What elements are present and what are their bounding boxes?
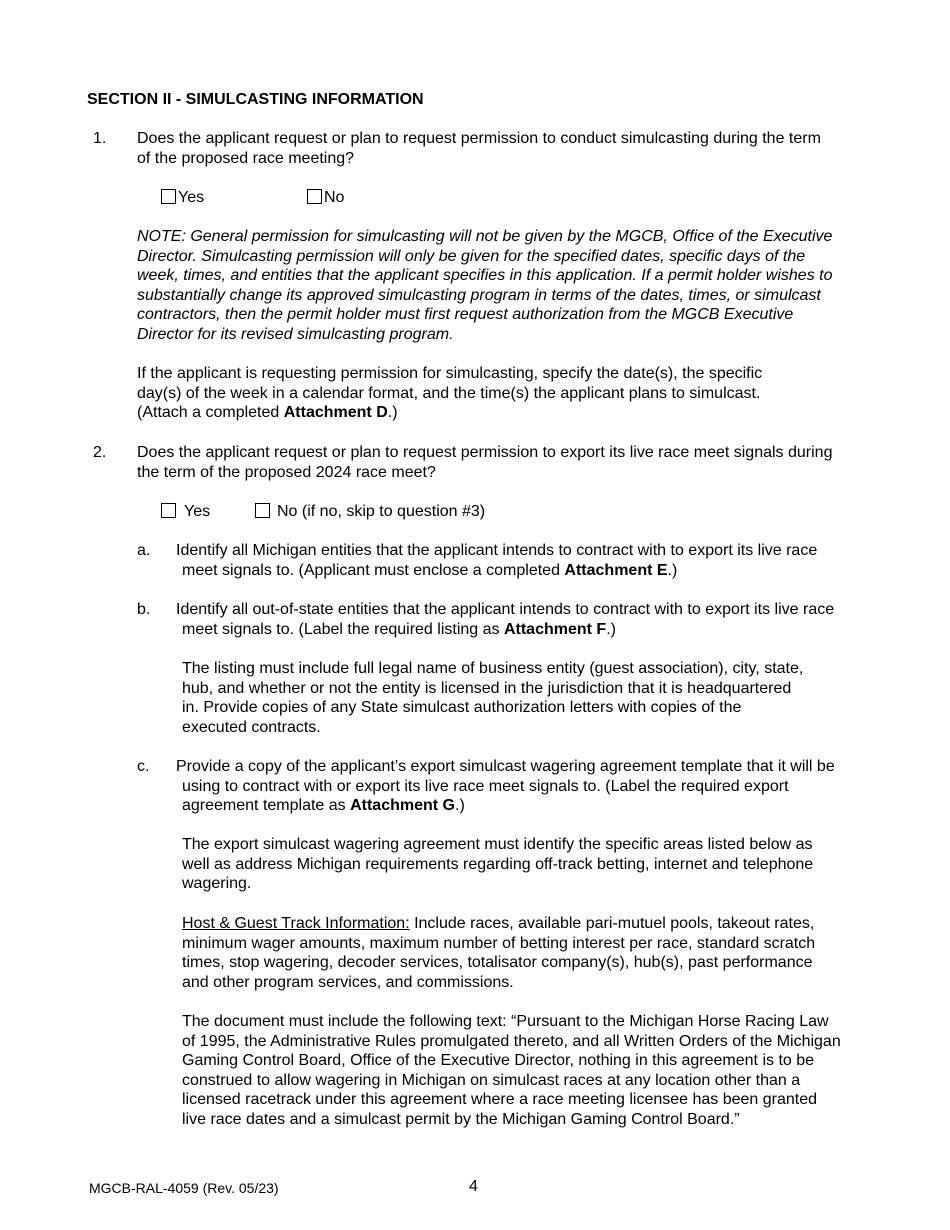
q1-instruction — [137, 364, 797, 423]
q2c-text — [176, 757, 837, 816]
section-title: SECTION II - SIMULCASTING INFORMATION — [87, 91, 424, 108]
host-guest-text: Include races, available pari-mutuel pools, takeout rates, minimum wager amounts, maximum number of betting interest per race, standard scratch times, stop wagering, decoder services, totalisator company(s), hub(s), past performance and other program services, and commissions. — [182, 915, 816, 991]
q2-number: 2. — [93, 444, 107, 461]
q2c-host-guest — [182, 914, 822, 992]
attachment-e: Attachment E — [564, 561, 668, 579]
q2c-agreement: The export simulcast wagering agreement must identify the specific areas listed below as well as address Michigan requirements regarding off-track betting, internet and telephone wagering. — [182, 836, 814, 893]
attachment-d: Attachment D — [283, 404, 388, 422]
q1-no-label: No — [324, 189, 345, 206]
q2-yes-checkbox[interactable] — [161, 503, 176, 518]
q2-no-checkbox[interactable] — [255, 503, 270, 518]
q2a-text — [176, 541, 837, 580]
q2c-letter: c. — [137, 758, 150, 775]
q1-number: 1. — [93, 130, 107, 147]
q2c-required-text: The document must include the following text: “Pursuant to the Michigan Horse Racing Law of 1995, the Administrative Rules promulgated thereto, and all Written Orders of the Michigan Gaming Control Board, Office of the Executive Director, nothing in this agreement is to be construed to allow wagering in Michigan on simulcast races at any location other than a licensed racetrack under this agreement where a race meeting licensee has been granted live race dates and a simulcast permit by the Michigan Gaming Control Board.” — [182, 1013, 841, 1128]
attachment-g: Attachment G — [350, 797, 455, 815]
q1-text: Does the applicant request or plan to request permission to conduct simulcasting during the term of the proposed race meeting? — [137, 130, 821, 167]
q2a-text-end: .) — [667, 561, 678, 579]
host-guest-label: Host & Guest Track Information: — [182, 915, 410, 932]
q2-no-label: No (if no, skip to question #3) — [277, 503, 486, 520]
q1-yes-label: Yes — [178, 189, 205, 206]
q2-yes-label: Yes — [184, 503, 211, 520]
q2b-letter: b. — [137, 601, 151, 618]
q2a-letter: a. — [137, 542, 151, 559]
q2-text: Does the applicant request or plan to request permission to export its live race meet signals during the term of the proposed 2024 race meet? — [137, 444, 833, 481]
q2c-text-main: Provide a copy of the applicant’s export simulcast wagering agreement template that it will be using to contract with or export its live race meet signals to. (Label the required export agreement template as — [176, 758, 835, 815]
q2b-listing: The listing must include full legal name of business entity (guest association), city, state, hub, and whether or not the entity is licensed in the jurisdiction that it is headquartered in. Provide copies of any State simulcast authorization letters with copies of the executed contracts. — [182, 660, 804, 736]
q2b-text-main: Identify all out-of-state entities that the applicant intends to contract with to export its live race meet signals to. (Label the required listing as — [176, 601, 835, 638]
q1-yes-checkbox[interactable] — [161, 189, 176, 204]
q1-instruction-end: .) — [387, 404, 398, 422]
q2c-text-end: .) — [455, 797, 465, 815]
q2b-text-end: .) — [606, 620, 616, 638]
page-number: 4 — [469, 1178, 478, 1195]
attachment-f: Attachment F — [503, 620, 607, 638]
q2a-text-main: Identify all Michigan entities that the applicant intends to contract with to export its live race meet signals to. (Applicant must enclose a completed — [176, 542, 818, 579]
footer-form-id: MGCB-RAL-4059 (Rev. 05/23) — [89, 1180, 279, 1196]
q1-instruction-text: If the applicant is requesting permission for simulcasting, specify the date(s), the specific day(s) of the week in a calendar format, and the time(s) the applicant plans to simulcast. (Attach a completed — [137, 365, 763, 422]
q2b-text — [176, 600, 842, 639]
q1-note: NOTE: General permission for simulcasting will not be given by the MGCB, Office of the Executive Director. Simulcasting permission will only be given for the specified dates, specific days of the week, times, and entities that the applicant specifies in this application. If a permit holder wishes to substantially change its approved simulcasting program in terms of the dates, times, or simulcast contractors, then the permit holder must first request authorization from the MGCB Executive Director for its revised simulcasting program. — [137, 228, 833, 343]
q1-no-checkbox[interactable] — [307, 189, 322, 204]
